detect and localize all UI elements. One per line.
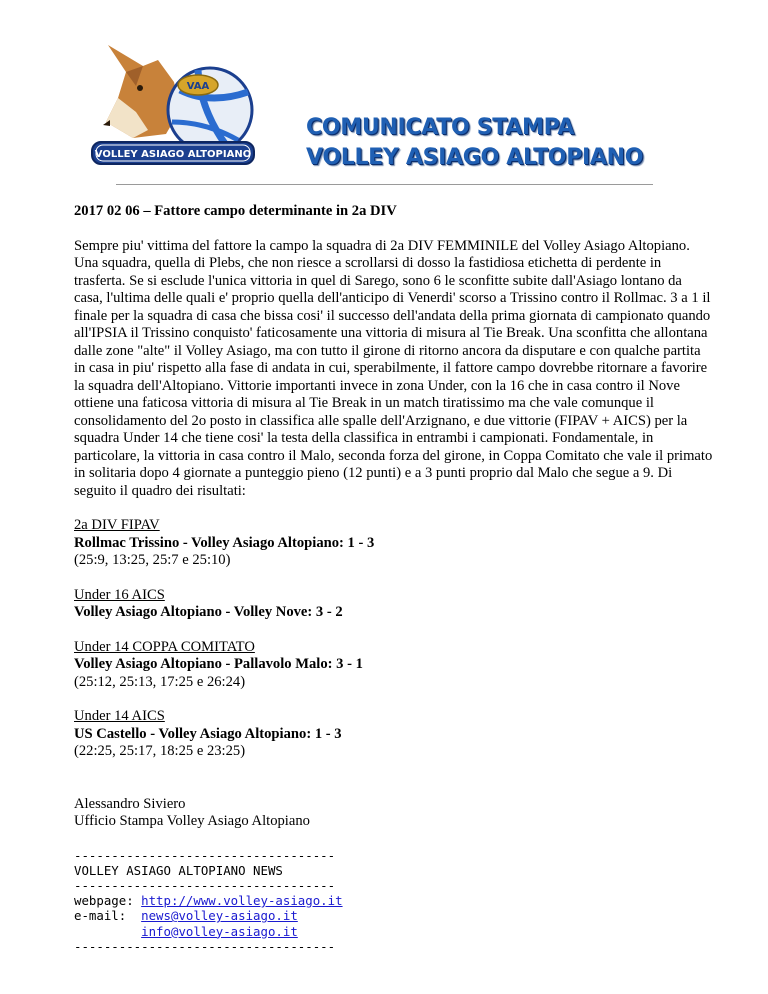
result-category: Under 16 AICS <box>74 586 165 603</box>
email-indent <box>74 924 141 939</box>
email-label: e-mail: <box>74 908 142 924</box>
article <box>74 203 714 954</box>
signature <box>74 796 714 831</box>
result-block <box>74 708 714 761</box>
result-match: US Castello - Volley Asiago Altopiano: 1 - 3 <box>74 725 342 742</box>
footer-title: VOLLEY ASIAGO ALTOPIANO NEWS <box>74 862 283 878</box>
result-category: Under 14 COPPA COMITATO <box>74 638 255 655</box>
article-headline: 2017 02 06 – Fattore campo determinante in 2a DIV <box>74 203 397 219</box>
email-link-info[interactable]: info@volley-asiago.it <box>141 923 298 939</box>
webpage-link[interactable]: http://www.volley-asiago.it <box>141 893 343 909</box>
signature-name: Alessandro Siviero <box>74 795 186 812</box>
footer-divider: ----------------------------------- <box>74 847 336 863</box>
result-block <box>74 639 714 692</box>
result-block <box>74 517 714 570</box>
result-sets: (25:9, 13:25, 25:7 e 25:10) <box>74 552 231 568</box>
press-release-title <box>306 113 643 173</box>
logo-banner-text: VOLLEY ASIAGO ALTOPIANO <box>94 149 252 160</box>
header-divider <box>116 184 653 185</box>
result-category: Under 14 AICS <box>74 708 165 724</box>
title-line-2: VOLLEY ASIAGO ALTOPIANO <box>306 145 644 170</box>
footer-divider: ----------------------------------- <box>74 938 336 954</box>
webpage-label: webpage: <box>74 893 142 909</box>
result-match: Volley Asiago Altopiano - Pallavolo Malo: 3 - 1 <box>74 656 363 672</box>
title-line-1: COMUNICATO STAMPA <box>306 115 575 140</box>
newsletter-footer <box>74 848 714 954</box>
result-sets: (25:12, 25:13, 17:25 e 26:24) <box>74 673 246 690</box>
logo-badge-text: VAA <box>186 81 210 92</box>
result-category: 2a DIV FIPAV <box>74 517 160 533</box>
signature-role: Ufficio Stampa Volley Asiago Altopiano <box>74 813 310 829</box>
email-link-news[interactable]: news@volley-asiago.it <box>141 908 298 924</box>
result-match: Volley Asiago Altopiano - Volley Nove: 3 - 2 <box>74 604 343 620</box>
result-block <box>74 587 714 622</box>
article-body: Sempre piu' vittima del fattore la campo la squadra di 2a DIV FEMMINILE del Volley Asiago Altopiano. Una squadra, quella di Plebs, che non riesce a scrollarsi di dosso la fastidiosa etichetta di perdente in trasferta. Se si esclude l'unica vittoria in quel di Sarego, sono 6 le sconfitte subite dall'Asiago lontano da casa, l'ultima delle quali e' proprio quella dell'anticipo di Venerdi' scorso a Trissino contro il Rollmac. 3 a 1 il finale per la squadra di casa che bissa cosi' il successo dell'andata della prima giornata di campionato quando all'IPSIA il Trissino conquisto' faticosamente una vittoria di misura al Tie Break. Una sconfitta che allontana dalle zone "alte" il Volley Asiago, ma con tutto il girone di ritorno ancora da disputare e con qualche partita in casa in piu' rispetto alla fase di andata in cui, sperabilmente, il fattore campo dovrebbe ritornare a favorire la squadra dell'Altopiano. Vittorie importanti invece in zona Under, con la 16 che in casa contro il Nove ottiene una faticosa vittoria di misura al Tie Break in un match tiratissimo ma che vale comunque il consolidamento del 2o posto in classifica alle spalle dell'Arzignano, e due vittorie (FIPAV + AICS) per la squadra Under 14 che tiene cosi' la testa della classifica in entrambi i campionati. Fondamentale, in particolare, la vittoria in casa contro il Malo, seconda forza del girone, in Coppa Comitato che vale il primato in solitaria dopo 4 giornate a punteggio pieno (12 punti) e a 3 punti proprio dal Malo che segue a 9. Di seguito il quadro dei risultati: <box>74 237 713 499</box>
result-sets: (22:25, 25:17, 18:25 e 23:25) <box>74 743 246 759</box>
result-match: Rollmac Trissino - Volley Asiago Altopiano: 1 - 3 <box>74 534 375 551</box>
club-logo <box>88 30 258 170</box>
footer-divider: ----------------------------------- <box>74 877 336 893</box>
